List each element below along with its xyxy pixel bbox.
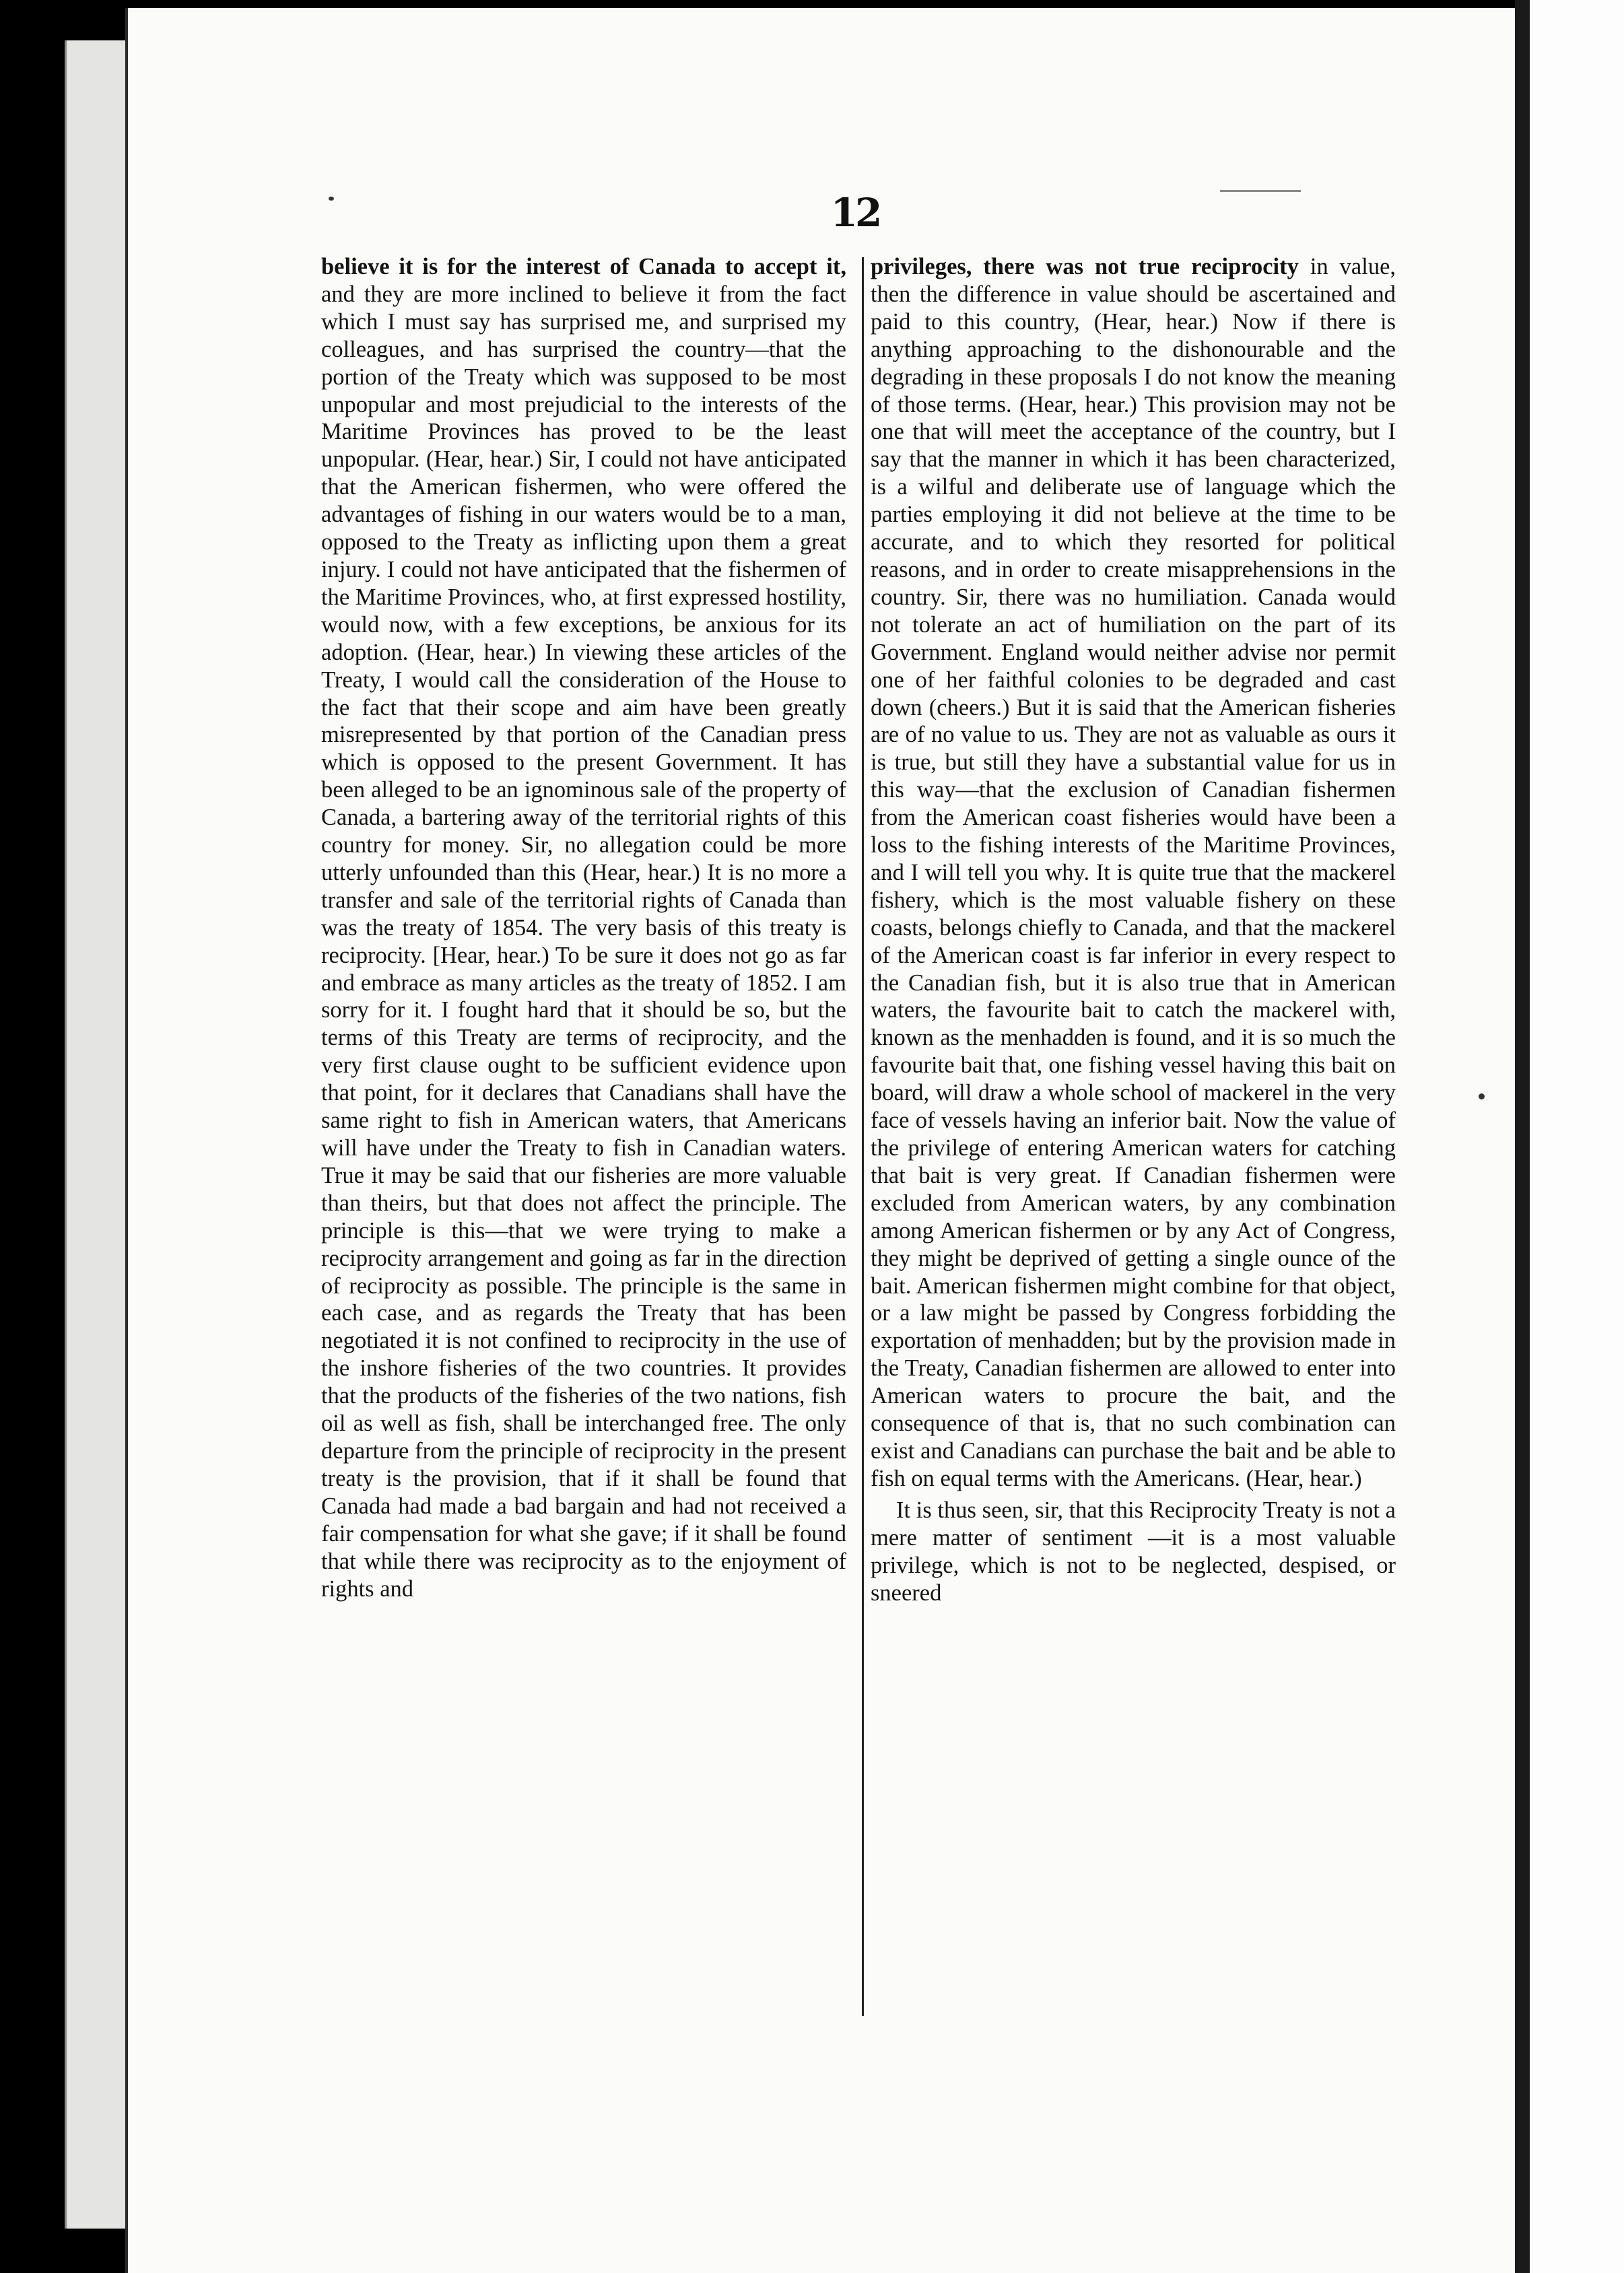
paragraph-lead: privileges, there was not true reciprocity: [871, 254, 1299, 279]
ink-speck: [1220, 190, 1301, 192]
column-divider: [862, 257, 864, 2016]
background-right: [1530, 0, 1624, 2273]
page-edge-shadow: [65, 40, 131, 2229]
paragraph-right: [871, 253, 1396, 1493]
ink-speck: [329, 197, 334, 201]
paragraph-body: and they are more inclined to believe it from the fact which I must say has surprised me, and surprised my colleagues, and has surprised the country—that the portion of the Treaty which was supposed to be most unpopular and most prejudicial to the interests of the Maritime Provinces has proved to be the least unpopular. (Hear, hear.) Sir, I could not have anticipated that the American fishermen, who were offered the advantages of fishing in our waters would be to a man, opposed to the Treaty as inflicting upon them a great injury. I could not have anticipated that the fishermen of the Maritime Provinces, who, at first expressed hostility, would now, with a few exceptions, be anxious for its adoption. (Hear, hear.) In viewing these articles of the Treaty, I would call the consideration of the House to the fact that their scope and aim have been greatly misrepresented by that portion of the Canadian press which is opposed to the present Government. It has been alleged to be an ignominous sale of the property of Canada, a bartering away of the territorial rights of this country for money. Sir, no allegation could be more utterly unfounded than this (Hear, hear.) It is no more a transfer and sale of the territorial rights of Canada than was the treaty of 1854. The very basis of this treaty is reciprocity. [Hear, hear.) To be sure it does not go as far and embrace as many articles as the treaty of 1852. I am sorry for it. I fought hard that it should be so, but the terms of this Treaty are terms of reciprocity, and the very first clause ought to be sufficient evidence upon that point, for it declares that Canadians shall have the same right to fish in American waters, that Americans will have under the Treaty to fish in Canadian waters. True it may be said that our fisheries are more valuable than theirs, but that does not affect the principle. The principle is this—that we were trying to make a reciprocity arrangement and going as far in the direction of reciprocity as possible. The principle is the same in each case, and as regards the Treaty that has been negotiated it is not confined to reciprocity in the use of the inshore fisheries of the two countries. It provides that the products of the fisheries of the two nations, fish oil as well as fish, shall be interchanged free. The only departure from the principle of reciprocity in the present treaty is the provision, that if it shall be found that Canada had made a bad bargain and had not received a fair compensation for what she gave; if it shall be found that while there was reciprocity as to the enjoyment of rights and: [321, 281, 846, 1602]
ink-speck: [1479, 1093, 1485, 1099]
paragraph-right-2: It is thus seen, sir, that this Reciprocity Treaty is not a mere matter of sentiment —it is a most valuable privilege, which is not to be neglected, despised, or sneered: [871, 1497, 1396, 1606]
text-column-right: [871, 253, 1396, 1606]
paragraph-body: in value, then the difference in value should be ascertained and paid to this country, (Hear, hear.) Now if there is anything approaching to the dishonourable and the degrading in these proposals I do not know the meaning of those terms. (Hear, hear.) This provision may not be one that will meet the acceptance of the country, but I say that the manner in which it has been characterized, is a wilful and deliberate use of language which the parties employing it did not believe at the time to be accurate, and to which they resorted for political reasons, and in order to create misapprehensions in the country. Sir, there was no humiliation. Canada would not tolerate an act of humiliation on the part of its Government. England would neither advise nor permit one of her faithful colonies to be degraded and cast down (cheers.) But it is said that the American fisheries are of no value to us. They are not as valuable as ours it is true, but still they have a substantial value for us in this way—that the exclusion of Canadian fishermen from the American coast fisheries would have been a loss to the fishing interests of the Maritime Provinces, and I will tell you why. It is quite true that the mackerel fishery, which is the most valuable fishery on these coasts, belongs chiefly to Canada, and that the mackerel of the American coast is far inferior in every respect to the Canadian fish, but it is also true that in American waters, the favourite bait to catch the mackerel with, known as the menhadden is found, and it is so much the favourite bait that, one fishing vessel having this bait on board, will draw a whole school of mackerel in the very face of vessels having an inferior bait. Now the value of the privilege of entering American waters for catching that bait is very great. If Canadian fishermen were excluded from American waters, by any combination among American fishermen or by any Act of Congress, they might be deprived of getting a single ounce of the bait. American fishermen might combine for that object, or a law might be passed by Congress forbidding the exportation of menhadden; but by the provision made in the Treaty, Canadian fishermen are allowed to enter into American waters to procure the bait, and the consequence of that is, that no such combination can exist and Canadians can purchase the bait and be able to fish on equal terms with the Americans. (Hear, hear.): [871, 254, 1396, 1491]
page-number: 12: [830, 190, 880, 236]
paragraph-left: [321, 253, 846, 1602]
text-column-left: [321, 253, 846, 1602]
book-spine: [1515, 0, 1530, 2273]
paragraph-lead: believe it is for the interest of Canada to accept it,: [321, 254, 846, 279]
